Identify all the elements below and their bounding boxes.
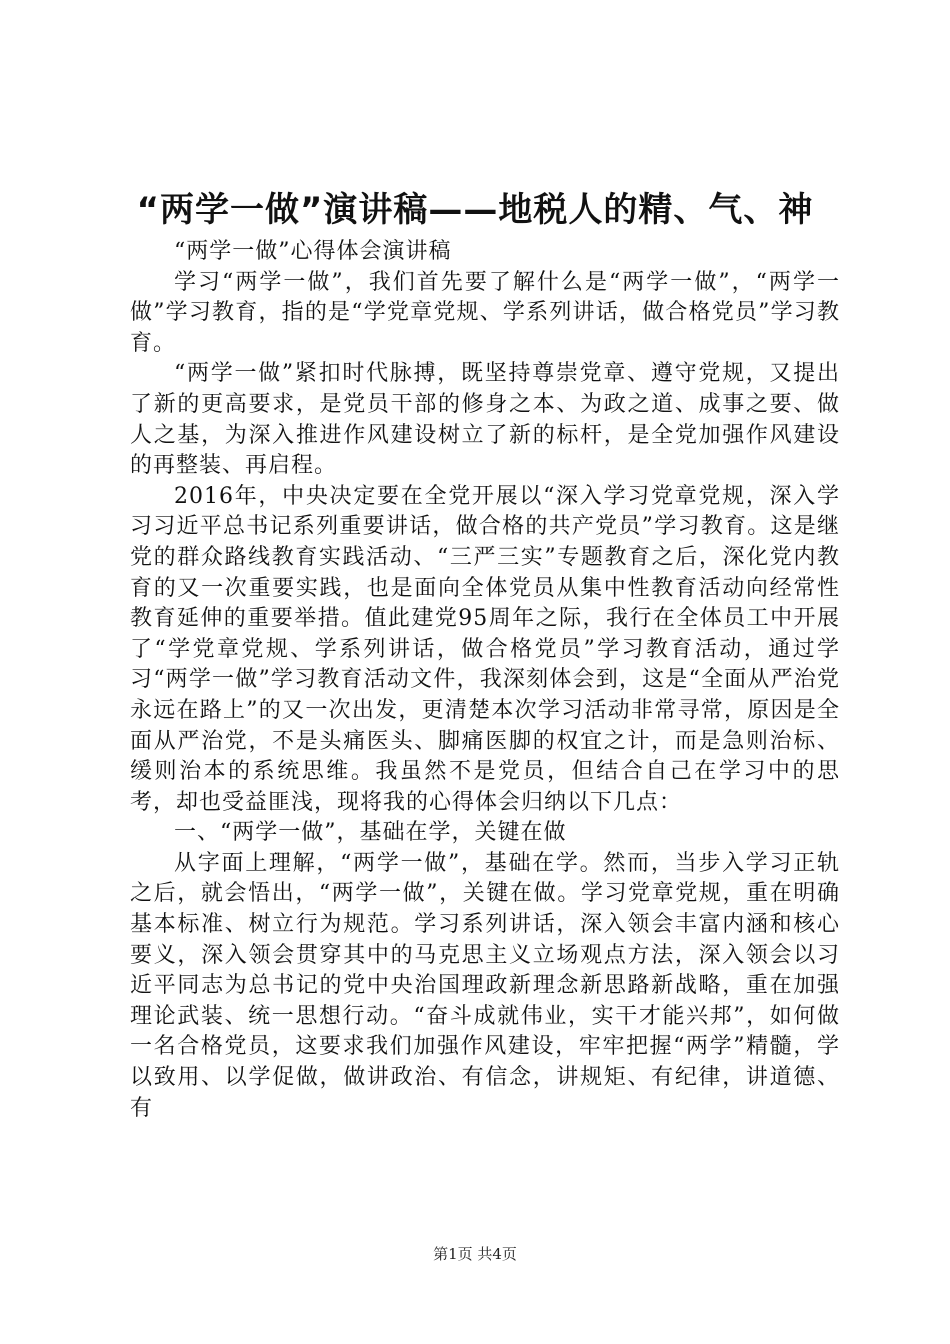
document-title: “两学一做”演讲稿——地税人的精、气、神 (136, 190, 814, 230)
document-body (130, 237, 840, 1124)
body-paragraph: 从字面上理解，“两学一做”，基础在学。然而，当步入学习正轨之后，就会悟出，“两学一做”，关键在做。学习党章党规，重在明确基本标准、树立行为规范。学习系列讲话，深入领会丰富内涵和核心要义，深入领会贯穿其中的马克思主义立场观点方法，深入领会以习近平同志为总书记的党中央治国理政新理念新思路新战略，重在加强理论武装、统一思想行动。“奋斗成就伟业，实干才能兴邦”，如何做一名合格党员，这要求我们加强作风建设，牢牢把握“两学”精髓，学以致用、以学促做，做讲政治、有信念，讲规矩、有纪律，讲道德、有 (130, 850, 840, 1121)
body-paragraph: 学习“两学一做”，我们首先要了解什么是“两学一做”，“两学一做”学习教育，指的是“学党章党规、学系列讲话，做合格党员”学习教育。 (130, 269, 840, 356)
body-paragraph: 2016年，中央决定要在全党开展以“深入学习党章党规，深入学习习近平总书记系列重要讲话，做合格的共产党员”学习教育。这是继党的群众路线教育实践活动、“三严三实”专题教育之后，深化党内教育的又一次重要实践，也是面向全体党员从集中性教育活动向经常性教育延伸的重要举措。值此建党95周年之际，我行在全体员工中开展了“学党章党规、学系列讲话，做合格党员”学习教育活动，通过学习“两学一做”学习教育活动文件，我深刻体会到，这是“全面从严治党永远在路上”的又一次出发，更清楚本次学习活动非常寻常，原因是全面从严治党，不是头痛医头、脚痛医脚的权宜之计，而是急则治标、缓则治本的系统思维。我虽然不是党员，但结合自己在学习中的思考，却也受益匪浅，现将我的心得体会归纳以下几点： (130, 483, 840, 815)
page-footer: 第1页 共4页 (433, 1245, 517, 1263)
section-heading: 一、“两学一做”，基础在学，关键在做 (174, 820, 567, 846)
subtitle-paragraph: “两学一做”心得体会演讲稿 (174, 239, 452, 264)
body-paragraph: “两学一做”紧扣时代脉搏，既坚持尊崇党章、遵守党规，又提出了新的更高要求，是党员干部的修身之本、为政之道、成事之要、做人之基，为深入推进作风建设树立了新的标杆，是全党加强作风建设的再整装、再启程。 (130, 361, 840, 479)
